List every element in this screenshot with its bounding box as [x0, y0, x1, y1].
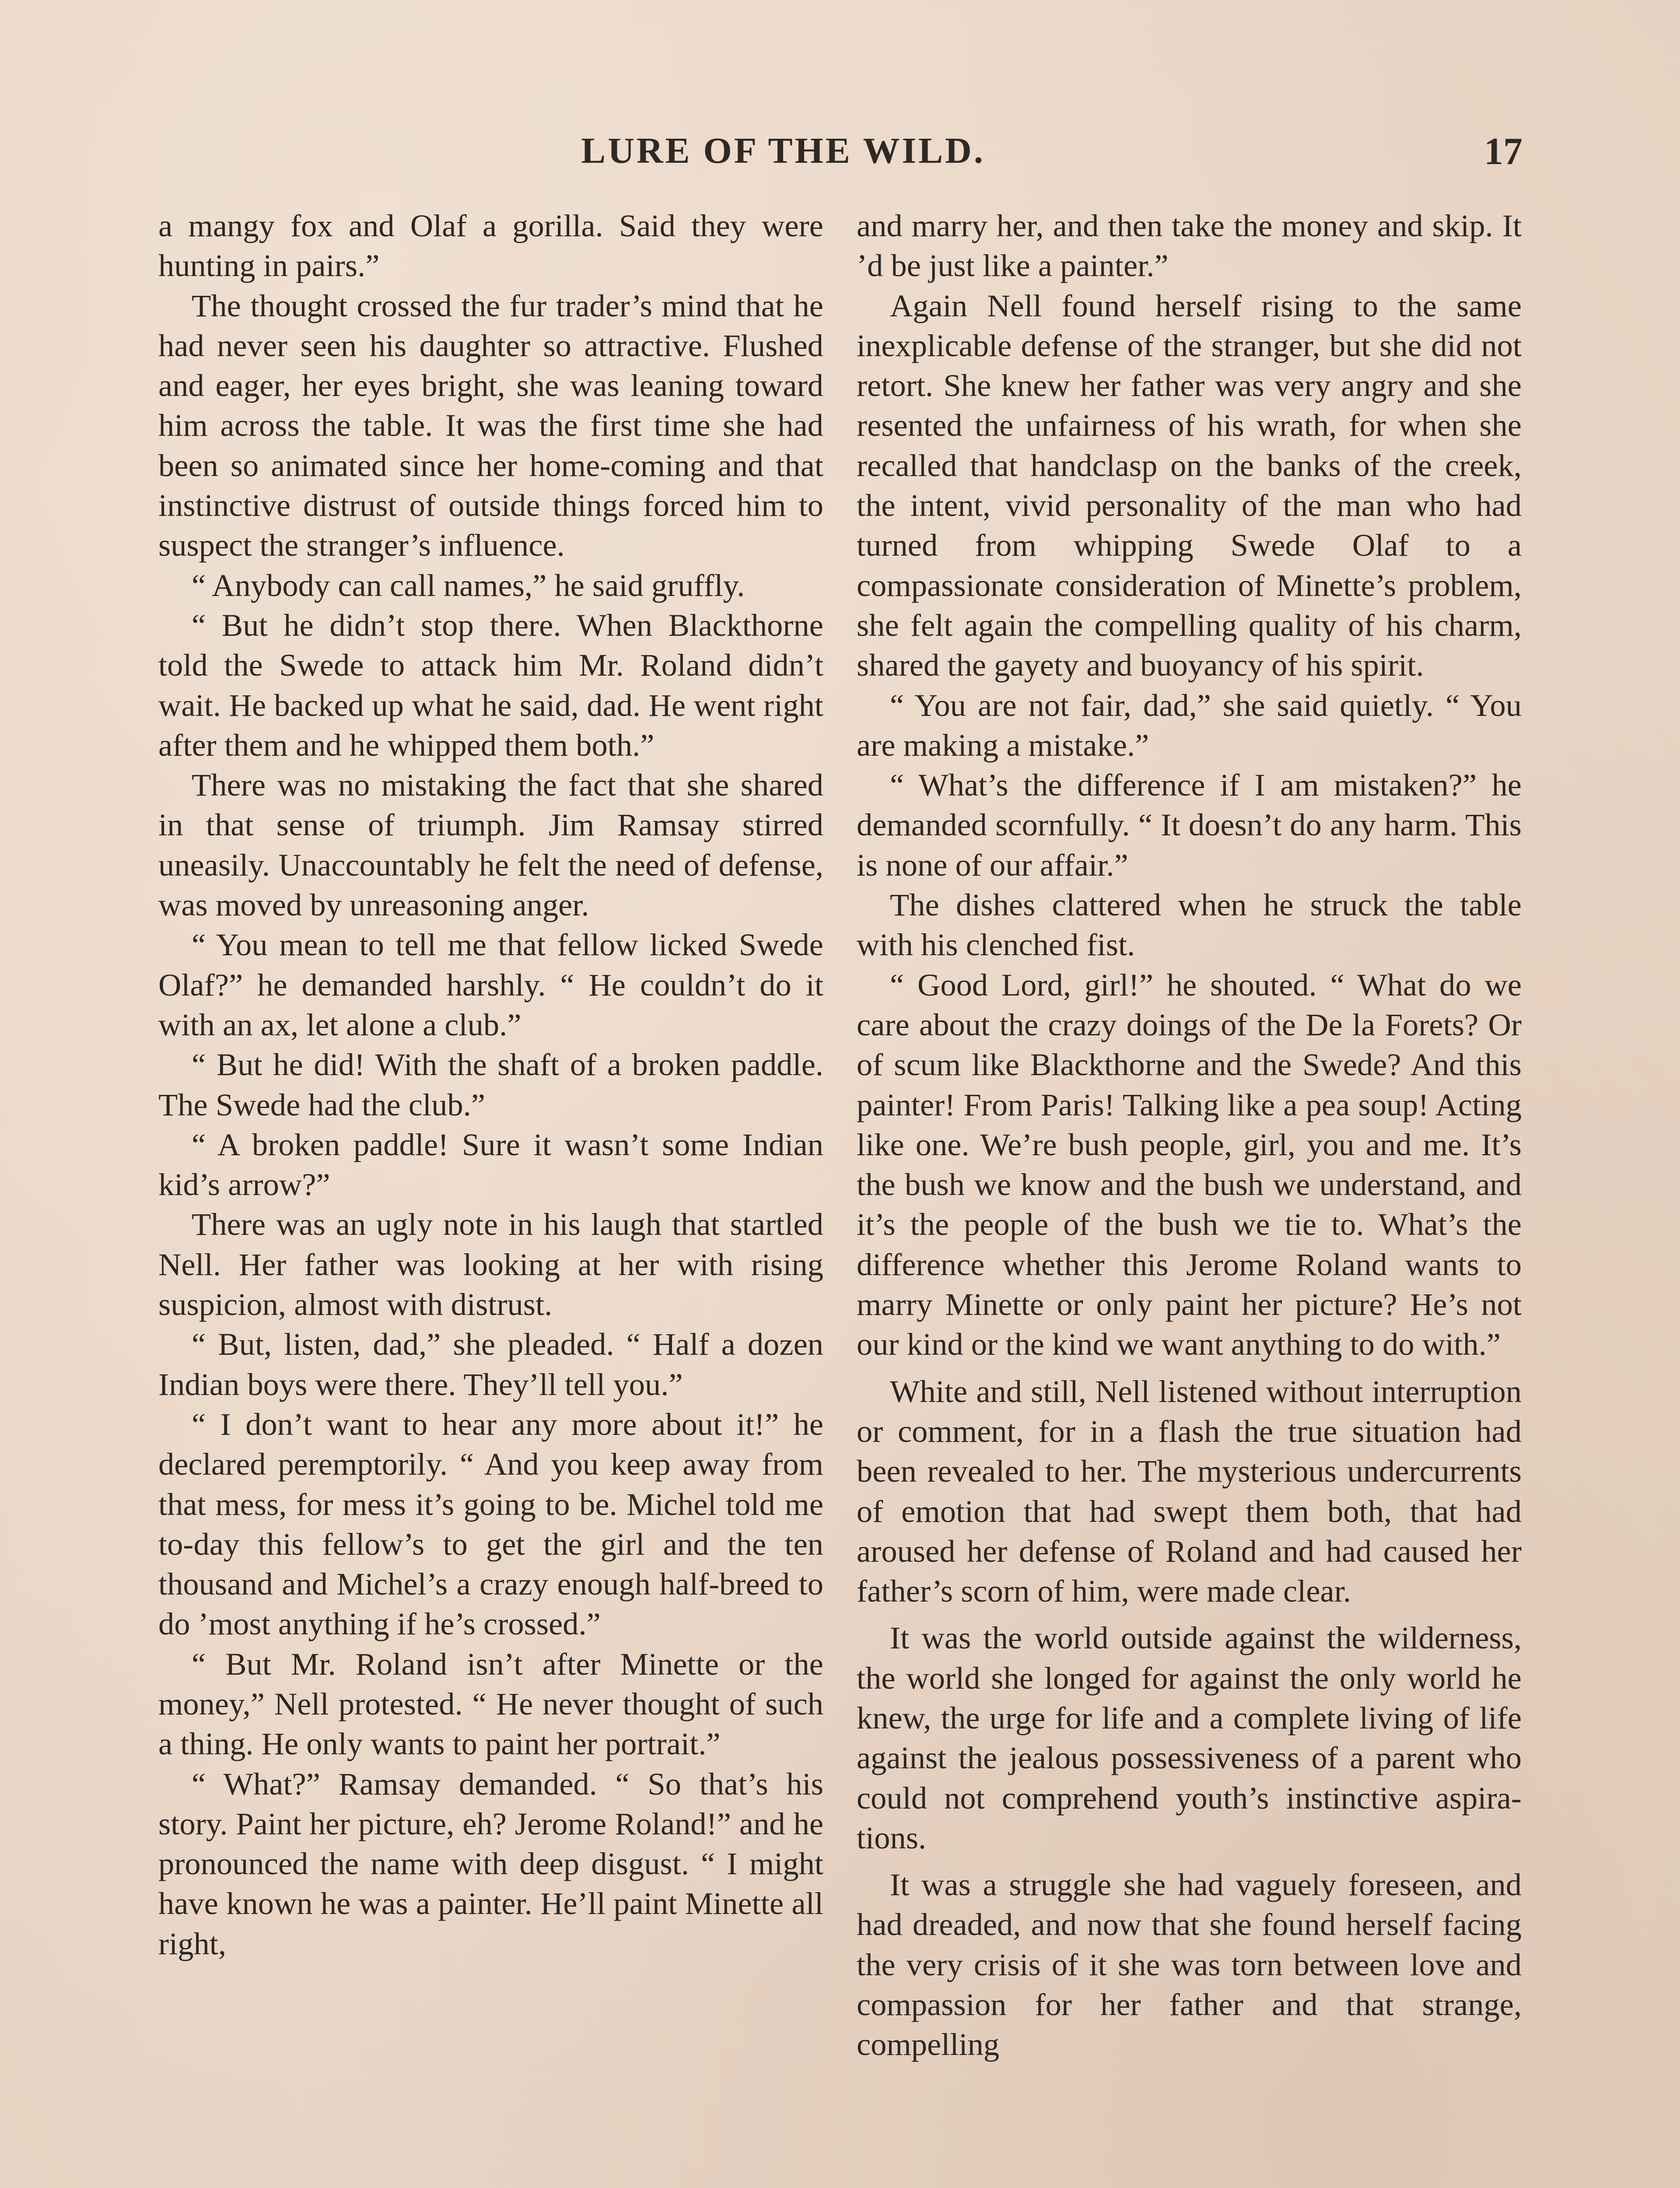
paragraph: “ But Mr. Roland isn’t after Minette or the money,” Nell protested. “ He never thought of such a thing. He only wants to paint her portrait.”: [158, 1646, 823, 1762]
paragraph: a mangy fox and Olaf a gorilla. Said they were hunting in pairs.”: [158, 208, 823, 284]
paragraph: It was a struggle she had vaguely foreseen, and had dreaded, and now that she found herself facing the very crisis of it she was torn between love and compassion for her father and that strange, compelling: [857, 1867, 1522, 2062]
running-title: LURE OF THE WILD.: [581, 130, 985, 171]
right-column: [857, 206, 1522, 2065]
paragraph: “ But he did! With the shaft of a broken paddle. The Swede had the club.”: [158, 1047, 823, 1122]
paragraph: “ Anybody can call names,” he said gruffly.: [192, 567, 745, 603]
left-column: [158, 206, 823, 1964]
paragraph: “ You are not fair, dad,” she said quietly. “ You are making a mistake.”: [857, 687, 1522, 763]
paragraph: “ Good Lord, girl!” he shouted. “ What do we care about the crazy doings of the De la Forets? Or of scum like Blackthorne and the Swede? And this painter! From Paris! Talking like a pea soup! Acting like one. We’re bush people, girl, you and me. It’s the bush we know and the bush we understand, and it’s the people of the bush we tie to. What’s the difference whether this Jerome Roland wants to marry Minette or only paint her picture? He’s not our kind or the kind we want anything to do with.”: [857, 967, 1522, 1362]
paragraph: “ What?” Ramsay demanded. “ So that’s his story. Paint her picture, eh? Jerome Roland!” and he pronounced the name with deep disgust. “ I might have known he was a painter. He’ll paint Minette all right,: [158, 1766, 823, 1961]
paragraph: White and still, Nell listened without interruption or comment, for in a flash the true situation had been revealed to her. The mysterious undercurrents of emotion that had swept them both, that had aroused her defense of Roland and had caused her father’s scorn of him, were made clear.: [857, 1373, 1522, 1609]
paragraph: The dishes clattered when he struck the table with his clenched fist.: [857, 887, 1522, 963]
paragraph: “ But he didn’t stop there. When Blackthorne told the Swede to attack him Mr. Roland didn’t wait. He backed up what he said, dad. He went right after them and he whipped them both.”: [158, 607, 823, 763]
paragraph: “ A broken paddle! Sure it wasn’t some Indian kid’s arrow?”: [158, 1126, 823, 1203]
paragraph: “ What’s the difference if I am mistaken?” he demanded scornfully. “ It doesn’t do any harm. This is none of our affair.”: [857, 767, 1522, 883]
paragraph: There was an ugly note in his laugh that startled Nell. Her father was looking at her with rising suspicion, almost with distrust.: [158, 1206, 823, 1322]
paragraph: “ You mean to tell me that fellow licked Swede Olaf?” he demanded harshly. “ He couldn’t do it with an ax, let alone a club.”: [158, 927, 823, 1042]
paragraph: “ But, listen, dad,” she pleaded. “ Half a dozen Indian boys were there. They’ll tell you.”: [158, 1326, 823, 1402]
page-number: 17: [1484, 130, 1522, 173]
paragraph: and marry her, and then take the money and skip. It ’d be just like a painter.”: [857, 208, 1522, 284]
paragraph: The thought crossed the fur trader’s mind that he had never seen his daughter so attractive. Flushed and eager, her eyes bright, she was leaning toward him across the table. It was the first time she had been so animated since her home-coming and that instinctive distrust of outside things forced him to suspect the stranger’s influence.: [158, 288, 823, 563]
paragraph: It was the world outside against the wilderness, the world she longed for against the only world he knew, the urge for life and a complete living of life against the jealous possessiveness of a parent who could not comprehend youth’s instinctive aspirations.: [857, 1620, 1522, 1855]
paragraph: Again Nell found herself rising to the same inexplicable defense of the stranger, but she did not retort. She knew her father was very angry and she resented the unfairness of his wrath, for when she recalled that handclasp on the banks of the creek, the intent, vivid personality of the man who had turned from whipping Swede Olaf to a compassionate consideration of Minette’s problem, she felt again the compelling quality of his charm, shared the gayety and buoyancy of his spirit.: [857, 288, 1522, 683]
paragraph: “ I don’t want to hear any more about it!” he declared peremptorily. “ And you keep away from that mess, for mess it’s going to be. Michel told me to-day this fellow’s to get the girl and the ten thousand and Michel’s a crazy enough half-breed to do ’most anything if he’s crossed.”: [158, 1406, 823, 1642]
paragraph: There was no mistaking the fact that she shared in that sense of triumph. Jim Ramsay stirred uneasily. Unaccountably he felt the need of defense, was moved by unreasoning anger.: [158, 767, 823, 923]
page-header: [0, 130, 1680, 182]
